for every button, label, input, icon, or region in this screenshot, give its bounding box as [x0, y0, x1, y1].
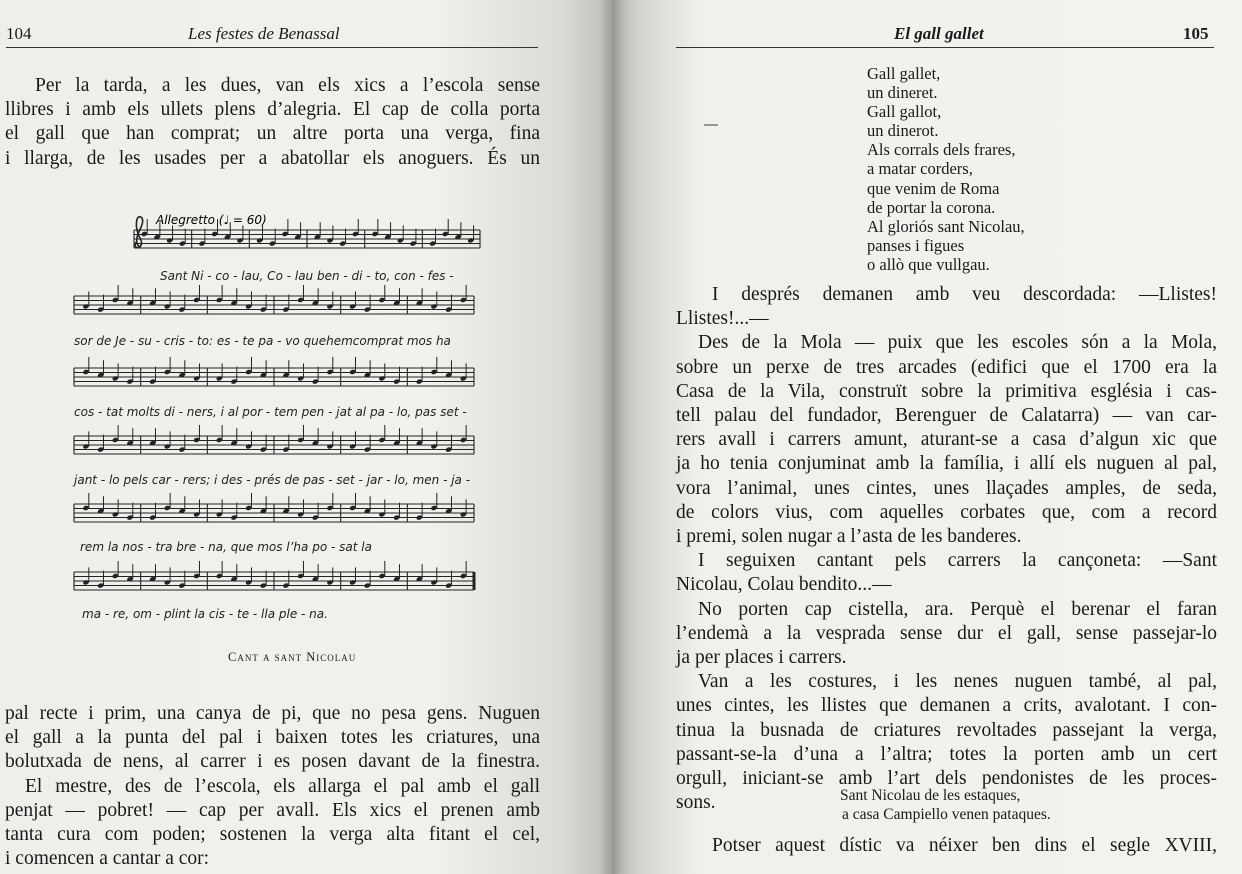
text-line: penjat — pobret! — cap per avall. Els xics el prenen amb — [5, 799, 540, 821]
poem-line: panses i figues — [867, 235, 965, 255]
text-line: el gall que han comprat; un altre porta una verga, fina — [5, 123, 540, 145]
poem-line: un dinerot. — [867, 121, 939, 141]
text-line: l’endemà a la vesprada sense dur el gall, sense passejar-lo — [676, 622, 1217, 644]
poem-line: Al gloriós sant Nicolau, — [867, 216, 1025, 236]
text-line: llibres i amb els ullets plens d’alegria. El cap de colla porta — [5, 99, 540, 121]
text-line: i comencen a cantar a cor: — [5, 848, 210, 870]
couplet — [840, 786, 1051, 824]
left-page — [0, 0, 612, 874]
paragraph-bottom — [5, 702, 540, 871]
poem-line: un dineret. — [867, 83, 938, 103]
poem-line: de portar la corona. — [867, 197, 996, 217]
lyric-line: jant - lo pels car - rers; i des - prés de pas - set - jar - lo, men - ja - — [74, 473, 471, 487]
text-line: I seguixen cantant pels carrers la cançoneta: —Sant — [698, 550, 1217, 572]
score-caption: Cant a sant Nicolau — [228, 650, 357, 664]
text-line: Des de la Mola — puix que les escoles són a la Mola, — [698, 332, 1217, 354]
header-rule-right — [676, 47, 1214, 48]
poem — [867, 64, 1025, 274]
text-line: tell palau del fundador, Berenguer de Calatarra) — van car- — [676, 405, 1217, 427]
poem-line: o allò que vullgau. — [867, 254, 990, 274]
text-line: El mestre, des de l’escola, els allarga el pal amb el gall — [25, 775, 540, 797]
text-line: Per la tarda, a les dues, van els xics a l’escola sense — [35, 75, 540, 96]
paragraph-top — [5, 74, 540, 171]
lyric-line: rem la nos - tra bre - na, que mos l’ha po - sat la — [80, 540, 372, 554]
text-line: sons. — [676, 792, 716, 814]
lyric-line: cos - tat molts di - ners, i al por - tem pen - jat al pa - lo, pas set - — [74, 405, 467, 419]
text-line: tinua la busnada de criatures revoltades passejant la verga, — [676, 719, 1217, 741]
lyric-line: sor de Je - su - cris - to: es - te pa - vo quehemcomprat mos ha — [74, 334, 451, 348]
right-page — [612, 0, 1242, 874]
text-line: Casa de la Vila, construït sobre la primitiva església i cas- — [676, 380, 1217, 402]
text-line: vora l’animal, unes cintes, unes llaçades amples, de seda, — [676, 477, 1217, 499]
text-line: Potser aquest dístic va néixer ben dins el segle XVIII, — [712, 835, 1217, 856]
poem-line: que venim de Roma — [867, 178, 1000, 198]
text-line: orgull, iniciant-se amb l’art dels pendonistes de les proces- — [676, 768, 1217, 790]
couplet-line: Sant Nicolau de les estaques, — [840, 787, 1021, 804]
text-line: bolutxada de nens, al carrer i es posen davant de la finestra. — [5, 751, 540, 773]
paragraph-last — [676, 834, 1217, 858]
running-title-right: El gall gallet — [894, 24, 984, 43]
couplet-line: a casa Campiello venen pataques. — [842, 806, 1051, 823]
text-line: passant-se-la d’una a l’altra; totes la porten amb un cert — [676, 743, 1217, 765]
book-gutter — [600, 0, 630, 874]
text-line: pal recte i prim, una canya de pi, que no pesa gens. Nuguen — [5, 703, 540, 724]
page-number-left: 104 — [6, 24, 32, 43]
text-line: Van a les costures, i les nenes nuguen també, al pal, — [698, 671, 1217, 693]
poem-line: Gall gallot, — [867, 102, 942, 122]
poem-line: Als corrals dels frares, — [867, 140, 1016, 160]
lyric-line: ma - re, om - plint la cis - te - lla ple - na. — [82, 607, 328, 621]
text-line: de colors vius, com aquelles corbates que, com a record — [676, 501, 1217, 523]
text-line: Llistes!...— — [676, 308, 769, 330]
text-line: el gall a la punta del pal i baixen totes les criatures, una — [5, 727, 540, 749]
text-line: rers avall i carrers amunt, aturant-se a casa d’algun xic que — [676, 429, 1217, 451]
ink-mark — [704, 124, 718, 126]
tempo-marking: Allegretto (♩ = 60) — [156, 213, 267, 227]
lyric-line: Sant Ni - co - lau, Co - lau ben - di - to, con - fes - — [160, 269, 454, 283]
header-rule-left — [6, 47, 538, 48]
text-line: I després demanen amb veu descordada: —Llistes! — [712, 284, 1217, 305]
music-score — [70, 208, 490, 628]
page-number-right: 105 — [1183, 24, 1209, 43]
text-line: i premi, solen nugar a l’asta de les banderes. — [676, 526, 1022, 548]
poem-line: a matar corders, — [867, 159, 973, 179]
running-title-left: Les festes de Benassal — [188, 24, 340, 43]
text-line: i llarga, de les usades per a abatollar els anoguers. És un — [5, 147, 540, 169]
text-line: ja ho tenia conjuminat amb la família, i allí els nuguen al pal, — [676, 453, 1217, 475]
text-line: tanta cura com poden; sostenen la verga alta fitant el cel, — [5, 824, 540, 846]
text-line: unes cintes, les llistes que demanen a crits, avalotant. I con- — [676, 695, 1217, 717]
text-line: sobre un perxe de tres arcades (edifici que el 1700 era la — [676, 356, 1217, 378]
text-line: Nicolau, Colau bendito...— — [676, 574, 892, 596]
poem-line: Gall gallet, — [867, 64, 941, 83]
paragraph-right — [676, 283, 1217, 815]
text-line: No porten cap cistella, ara. Perquè el berenar el faran — [698, 598, 1217, 620]
text-line: ja per places i carrers. — [676, 647, 847, 669]
